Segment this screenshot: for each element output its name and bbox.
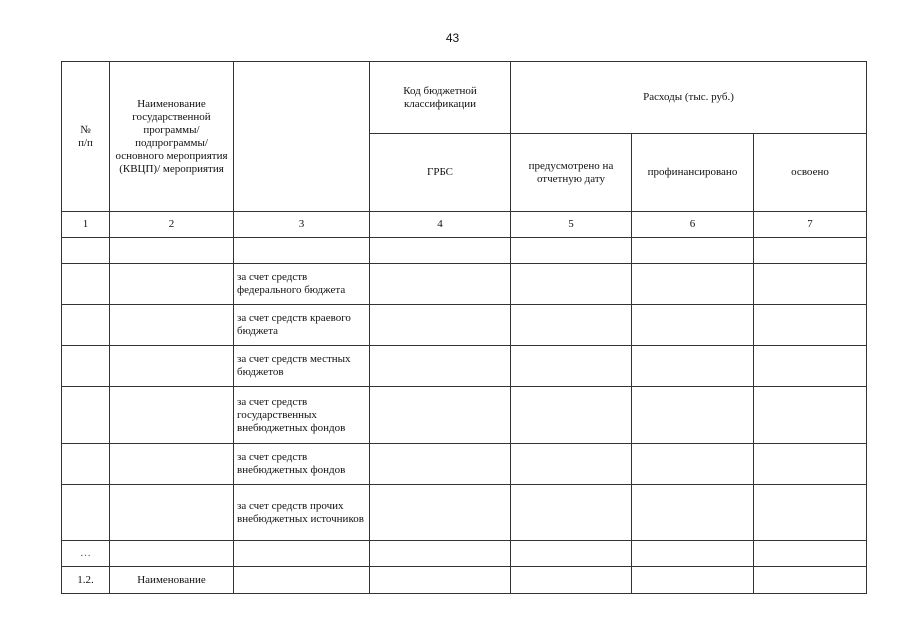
table-cell: [632, 567, 754, 594]
header-planned: предусмотрено на отчетную дату: [511, 134, 632, 212]
column-number-row: [62, 212, 867, 238]
table-cell: [754, 238, 867, 264]
table-cell: [754, 541, 867, 567]
page-number: 43: [445, 31, 460, 45]
table-cell: [511, 541, 632, 567]
table-cell: [62, 305, 110, 346]
header-expenses: Расходы (тыс. руб.): [511, 62, 867, 134]
funding-source-label: за счет средств краевого бюджета: [234, 305, 370, 346]
table-cell: [511, 567, 632, 594]
table-cell: [754, 264, 867, 305]
table-cell: [632, 541, 754, 567]
table-row: [62, 485, 867, 541]
table-cell: [370, 541, 511, 567]
funding-source-label: за счет средств местных бюджетов: [234, 346, 370, 387]
funding-source-label: за счет средств внебюджетных фондов: [234, 444, 370, 485]
header-financed: профинансировано: [632, 134, 754, 212]
header-kbk: Код бюджетной классификации: [370, 62, 511, 134]
table-cell: [370, 305, 511, 346]
header-mastered: освоено: [754, 134, 867, 212]
table-row: [62, 346, 867, 387]
table-cell: [110, 305, 234, 346]
table-cell: [632, 485, 754, 541]
table-cell: [511, 238, 632, 264]
table-row: [62, 238, 867, 264]
header-program-name: Наименование государственной программы/ подпрограммы/ основного мероприятия (КВЦП)/ мероприятия: [110, 62, 234, 212]
table-cell: [511, 346, 632, 387]
table-cell: [234, 541, 370, 567]
table-cell: [511, 264, 632, 305]
table-cell: [370, 238, 511, 264]
table-cell: [511, 485, 632, 541]
table-row: [62, 444, 867, 485]
table-cell: [632, 264, 754, 305]
table-cell: [754, 387, 867, 444]
table-cell: [110, 541, 234, 567]
table-cell: [110, 238, 234, 264]
table-cell: [632, 305, 754, 346]
table-cell: [370, 444, 511, 485]
table-cell: [62, 346, 110, 387]
table-cell: [511, 444, 632, 485]
table-cell: [754, 346, 867, 387]
ellipsis-cell: …: [62, 541, 110, 567]
table-cell: [110, 264, 234, 305]
table-row: [62, 387, 867, 444]
table-cell: [370, 485, 511, 541]
table-cell: [370, 346, 511, 387]
table-row: [62, 305, 867, 346]
column-number: 7: [754, 212, 867, 238]
table-cell: [110, 346, 234, 387]
table-cell: [234, 238, 370, 264]
table-cell: [234, 567, 370, 594]
table-cell: [62, 387, 110, 444]
column-number: 5: [511, 212, 632, 238]
table-row: [62, 264, 867, 305]
header-grbs: ГРБС: [370, 134, 511, 212]
table-cell: [370, 387, 511, 444]
table-cell: [370, 264, 511, 305]
header-col3-blank: [234, 62, 370, 212]
funding-source-label: за счет средств прочих внебюджетных источников: [234, 485, 370, 541]
table-cell: [62, 238, 110, 264]
column-number: 4: [370, 212, 511, 238]
table-cell: [110, 485, 234, 541]
table-cell: [754, 444, 867, 485]
budget-report-table: [61, 61, 867, 594]
header-num: № п/п: [62, 62, 110, 212]
table-row: [62, 541, 867, 567]
table-row: [62, 567, 867, 594]
funding-source-label: за счет средств государственных внебюджетных фондов: [234, 387, 370, 444]
table-cell: [754, 567, 867, 594]
table-cell: [632, 238, 754, 264]
column-number: 1: [62, 212, 110, 238]
funding-source-label: за счет средств федерального бюджета: [234, 264, 370, 305]
table-cell: [62, 264, 110, 305]
row-name: Наименование: [110, 567, 234, 594]
table-cell: [370, 567, 511, 594]
row-number: 1.2.: [62, 567, 110, 594]
column-number: 6: [632, 212, 754, 238]
table-cell: [511, 387, 632, 444]
table-cell: [632, 444, 754, 485]
column-number: 3: [234, 212, 370, 238]
table-cell: [62, 444, 110, 485]
table-cell: [110, 387, 234, 444]
table-cell: [632, 346, 754, 387]
table-cell: [110, 444, 234, 485]
column-number: 2: [110, 212, 234, 238]
table-cell: [754, 305, 867, 346]
table-cell: [511, 305, 632, 346]
table-cell: [632, 387, 754, 444]
table-cell: [754, 485, 867, 541]
table-cell: [62, 485, 110, 541]
